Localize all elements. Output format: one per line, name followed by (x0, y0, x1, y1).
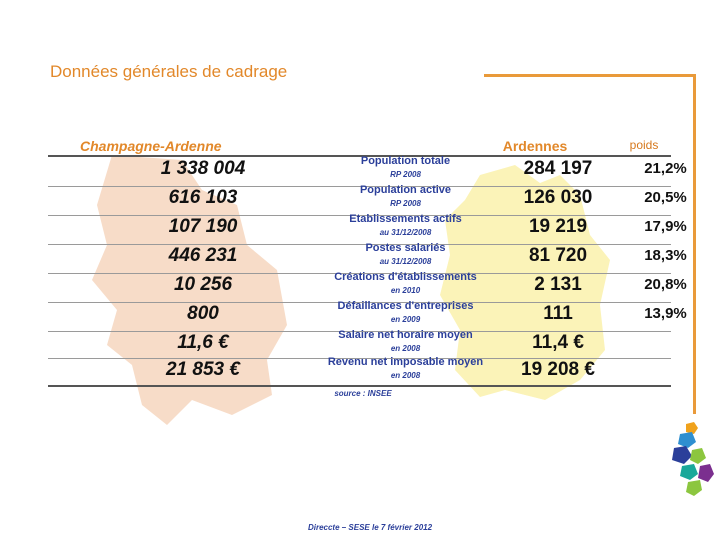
region-value: 11,6 € (177, 332, 229, 353)
footer-text: Direccte – SESE le 7 février 2012 (307, 523, 433, 532)
row-sublabel: RP 2008 (390, 170, 421, 179)
row-sublabel: au 31/12/2008 (379, 228, 432, 237)
row-label: Revenu net imposable moyen (327, 356, 484, 368)
row-sublabel: en 2010 (390, 286, 421, 295)
weight-value: 21,2% (644, 160, 687, 177)
region-value: 107 190 (168, 216, 238, 237)
title-rule-vertical (693, 74, 696, 414)
title-rule-horizontal (484, 74, 696, 77)
department-value: 111 (543, 303, 573, 324)
region-value: 10 256 (173, 274, 233, 295)
row-label: Créations d'établissements (334, 271, 477, 283)
department-value: 126 030 (523, 187, 593, 208)
region-value: 446 231 (168, 245, 238, 266)
weight-value: 13,9% (644, 305, 687, 322)
table-row (48, 300, 687, 331)
department-value: 19 219 (528, 216, 588, 237)
table-bottom-rule (48, 385, 671, 387)
department-value: 19 208 € (521, 359, 595, 380)
table-row (48, 184, 687, 215)
source-note: source : INSEE (334, 389, 392, 398)
row-sublabel: en 2009 (390, 315, 421, 324)
department-value: 11,4 € (532, 332, 584, 353)
row-label: Population active (359, 184, 452, 196)
row-sublabel: RP 2008 (390, 199, 421, 208)
row-sublabel: en 2008 (390, 371, 421, 380)
row-label: Salaire net horaire moyen (338, 329, 473, 341)
weight-value: 20,5% (644, 189, 687, 206)
table-row (48, 213, 687, 244)
table-row (48, 358, 671, 387)
table-row (48, 242, 687, 273)
header-department: Ardennes (502, 138, 568, 154)
table-row (48, 271, 687, 302)
weight-value: 18,3% (644, 247, 687, 264)
row-sublabel: en 2008 (390, 344, 421, 353)
row-label: Etablissements actifs (349, 213, 462, 225)
department-value: 81 720 (528, 245, 588, 266)
region-value: 21 853 € (166, 359, 240, 380)
row-label: Population totale (360, 155, 451, 167)
header-region: Champagne-Ardenne (80, 138, 222, 154)
weight-value: 17,9% (644, 218, 687, 235)
row-label: Postes salariés (365, 242, 446, 254)
header-weight: poids (629, 138, 659, 152)
weight-value: 20,8% (644, 276, 687, 293)
region-value: 1 338 004 (160, 158, 246, 179)
region-value: 800 (187, 303, 219, 324)
regions-logo-icon (668, 420, 716, 498)
department-value: 284 197 (523, 158, 593, 179)
department-value: 2 131 (534, 274, 582, 295)
row-label: Défaillances d'entreprises (337, 300, 474, 312)
row-sublabel: au 31/12/2008 (379, 257, 432, 266)
region-value: 616 103 (168, 187, 238, 208)
table-row (48, 155, 687, 186)
slide-title: Données générales de cadrage (50, 62, 288, 81)
